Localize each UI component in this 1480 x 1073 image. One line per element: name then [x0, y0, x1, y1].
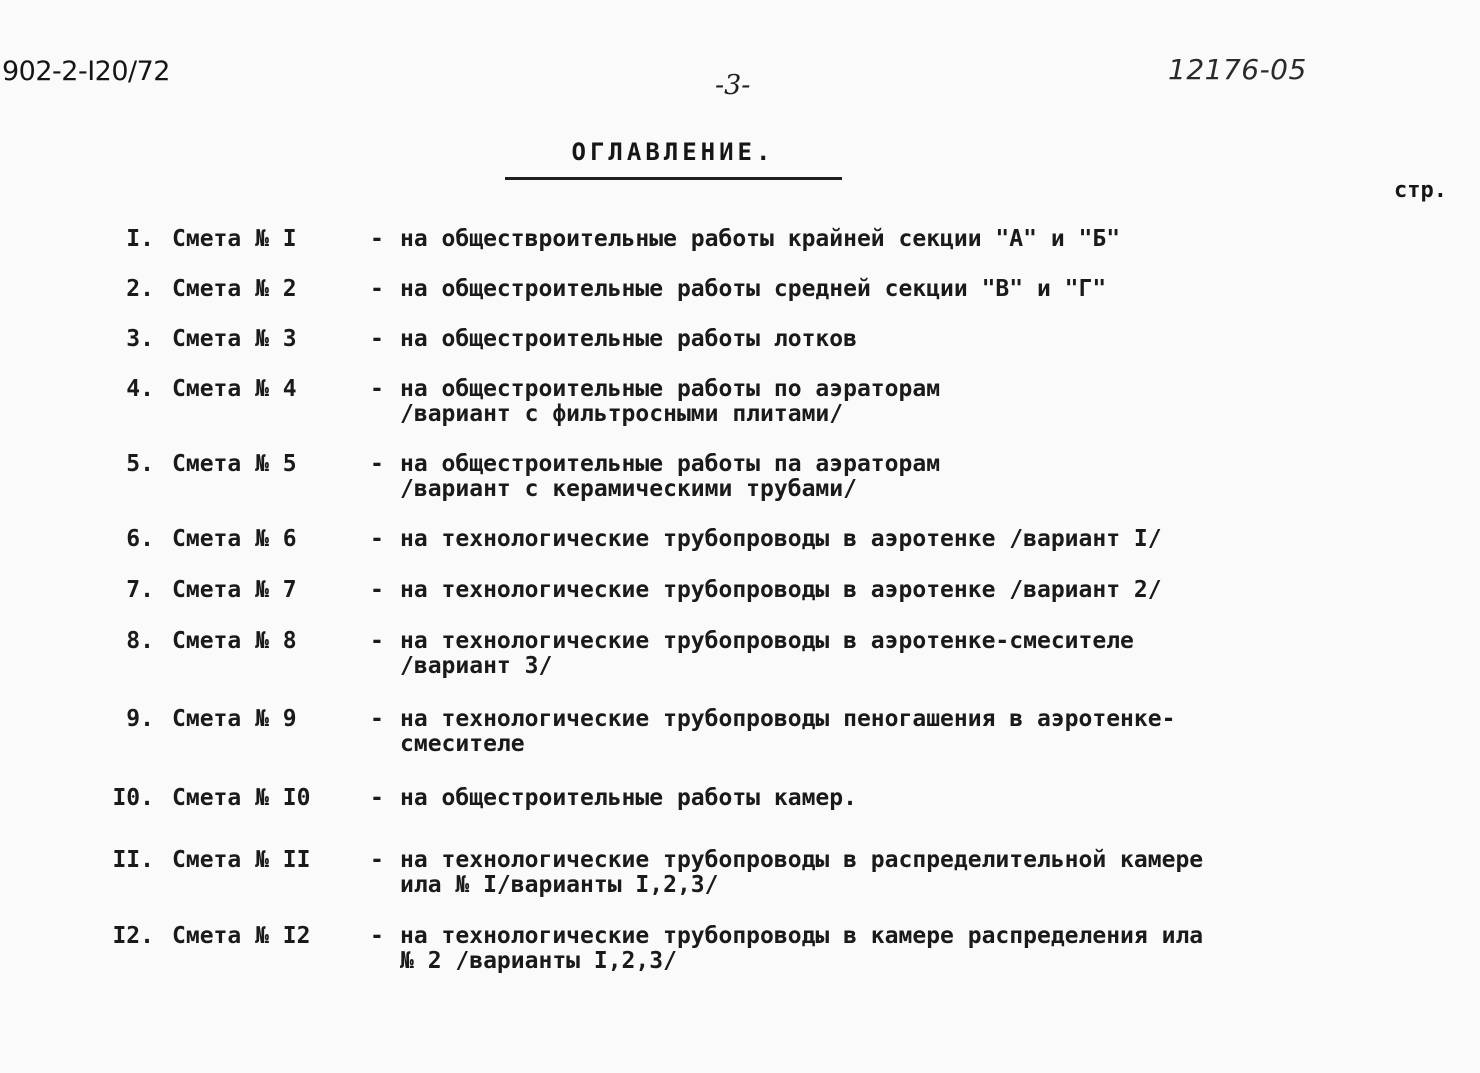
- entry-dash: -: [370, 526, 384, 552]
- entry-label: Смета № I2: [172, 923, 311, 949]
- entry-label: Смета № 9: [172, 706, 297, 732]
- entry-description: на общестроительные работы по аэраторам /вариант с фильтросными плитами/: [400, 376, 941, 427]
- entry-number: 9.: [126, 706, 154, 732]
- archive-number: 12176-05: [1168, 53, 1307, 86]
- entry-number: 6.: [126, 526, 154, 552]
- entry-number: 2.: [126, 276, 154, 302]
- entry-dash: -: [370, 226, 384, 252]
- entry-dash: -: [370, 451, 384, 477]
- entry-dash: -: [370, 706, 384, 732]
- entry-number: 7.: [126, 577, 154, 603]
- entry-label: Смета № I: [172, 226, 297, 252]
- entry-label: Смета № 6: [172, 526, 297, 552]
- entry-description: на технологические трубопроводы в камере распределения ила № 2 /варианты I,2,3/: [400, 923, 1204, 974]
- entry-number: II.: [112, 847, 154, 873]
- entry-label: Смета № 2: [172, 276, 297, 302]
- entry-number: I0.: [112, 785, 154, 811]
- entry-dash: -: [370, 326, 384, 352]
- page-number: -3-: [715, 70, 751, 101]
- entry-description: на общестроительные работы средней секции "В" и "Г": [400, 276, 1107, 302]
- toc-title: ОГЛАВЛЕНИЕ.: [571, 138, 775, 166]
- entry-number: I2.: [112, 923, 154, 949]
- entry-number: 8.: [126, 628, 154, 654]
- entry-number: 5.: [126, 451, 154, 477]
- entry-label: Смета № 7: [172, 577, 297, 603]
- entry-dash: -: [370, 628, 384, 654]
- doc-code: 902-2-I20/72: [2, 56, 170, 87]
- entry-description: на технологические трубопроводы в аэротенке-смесителе /вариант 3/: [400, 628, 1134, 679]
- entry-dash: -: [370, 923, 384, 949]
- entry-label: Смета № 5: [172, 451, 297, 477]
- entry-dash: -: [370, 785, 384, 811]
- entry-label: Смета № 8: [172, 628, 297, 654]
- entry-label: Смета № 3: [172, 326, 297, 352]
- entry-label: Смета № II: [172, 847, 311, 873]
- entry-number: 3.: [126, 326, 154, 352]
- entry-description: на общестроительные работы лотков: [400, 326, 857, 352]
- entry-description: на обществроительные работы крайней секции "А" и "Б": [400, 226, 1121, 252]
- entry-number: 4.: [126, 376, 154, 402]
- entry-number: I.: [126, 226, 154, 252]
- entry-dash: -: [370, 276, 384, 302]
- entry-description: на технологические трубопроводы в распределительной камере ила № I/варианты I,2,3/: [400, 847, 1204, 898]
- page-column-header: стр.: [1394, 178, 1447, 203]
- entry-description: на технологические трубопроводы в аэротенке /вариант 2/: [400, 577, 1162, 603]
- entry-description: на общестроительные работы па аэраторам /вариант с керамическими трубами/: [400, 451, 941, 502]
- entry-label: Смета № 4: [172, 376, 297, 402]
- entry-description: на технологические трубопроводы в аэротенке /вариант I/: [400, 526, 1162, 552]
- entry-dash: -: [370, 376, 384, 402]
- title-underline: [505, 177, 842, 180]
- entry-dash: -: [370, 847, 384, 873]
- entry-label: Смета № I0: [172, 785, 311, 811]
- entry-description: на технологические трубопроводы пеногашения в аэротенке- смесителе: [400, 706, 1176, 757]
- entry-description: на общестроительные работы камер.: [400, 785, 857, 811]
- entry-dash: -: [370, 577, 384, 603]
